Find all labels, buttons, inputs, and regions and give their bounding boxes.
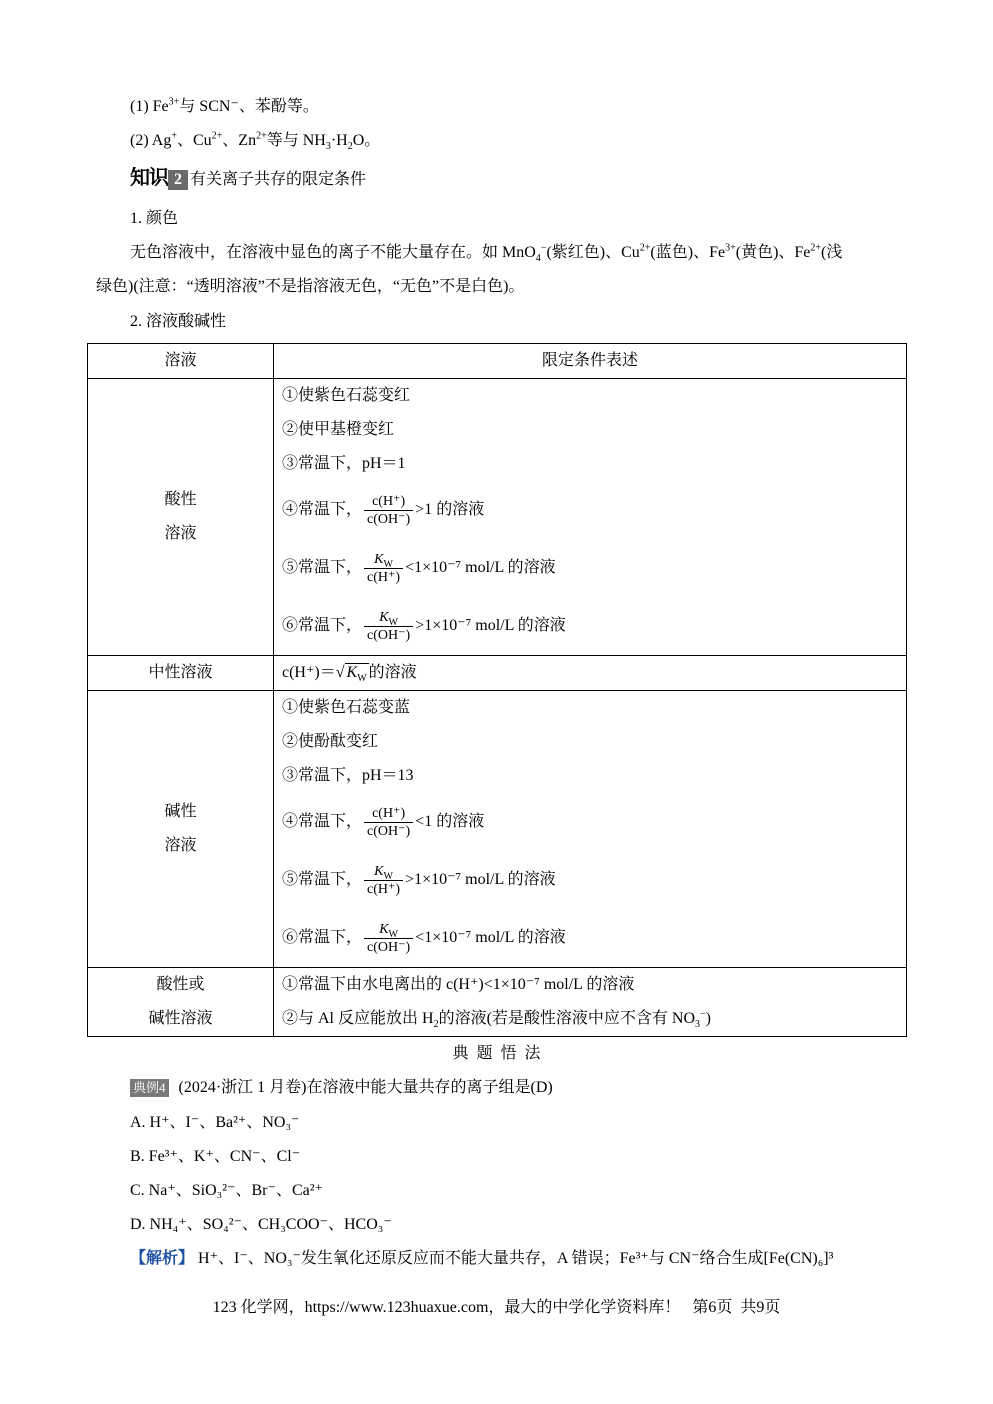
para-text: (紫红色)、Cu (546, 244, 640, 261)
fraction-denominator: c(OH⁻) (364, 938, 413, 956)
item-suffix: <1×10⁻⁷ mol/L 的溶液 (405, 559, 556, 576)
conditions-table (87, 343, 907, 1037)
item-text: ②与 Al 反应能放出 H (282, 1010, 434, 1027)
para-sup: − (540, 242, 547, 254)
acid-label-1: 酸性 (164, 491, 197, 508)
table-row-acid (88, 379, 907, 656)
kw-symbol: K (374, 863, 384, 879)
intro-text: O。 (352, 132, 381, 149)
table-header-col1: 溶液 (88, 344, 274, 379)
intro-text: 、Zn (222, 132, 257, 149)
section-badge-number: 2 (168, 170, 188, 190)
item-text: ) (705, 1010, 711, 1027)
section-badge-text: 知识 (130, 167, 168, 189)
acid-item-6 (282, 597, 898, 655)
intro-sub: 2 (347, 141, 353, 153)
option-c: C. Na⁺、SiO₃²⁻、Br⁻、Ca²⁺ (130, 1182, 323, 1199)
item-suffix: <1×10⁻⁷ mol/L 的溶液 (415, 929, 566, 946)
color-paragraph-line-1 (130, 242, 843, 265)
intro-line-1 (130, 97, 319, 116)
table-row-base (88, 691, 907, 968)
either-label-1: 酸性或 (156, 976, 205, 993)
para-sub: 4 (535, 253, 541, 265)
question-text: (2024·浙江 1 月卷)在溶液中能大量共存的离子组是(D) (178, 1079, 553, 1096)
acid-label (88, 379, 274, 656)
item-suffix: <1 的溶液 (415, 813, 485, 830)
kw-sub: W (357, 673, 367, 685)
base-item-2: ②使酚酞变红 (282, 733, 379, 750)
fraction-numerator: c(H⁺) (372, 805, 406, 821)
fraction-denominator: c(H⁺) (364, 880, 403, 898)
base-item-1: ①使紫色石蕊变蓝 (282, 699, 411, 716)
fraction-denominator: c(OH⁻) (364, 626, 413, 644)
either-conditions (274, 968, 907, 1037)
para-sup: 2+ (639, 242, 651, 254)
acid-item-5 (282, 539, 898, 597)
item-text: 的溶液(若是酸性溶液中应不含有 NO (438, 1010, 696, 1027)
neutral-expr-suffix: 的溶液 (368, 664, 417, 682)
color-heading: 1. 颜色 (130, 210, 179, 227)
base-label (88, 691, 274, 968)
intro-text: 与 SCN⁻、苯酚等。 (179, 98, 319, 115)
para-text: (浅 (821, 244, 843, 261)
table-row-either (88, 968, 907, 1037)
example-section-title: 典 题 悟 法 (452, 1045, 541, 1062)
analysis-label: 【解析】 (130, 1250, 195, 1267)
option-b: B. Fe³⁺、K⁺、CN⁻、Cl⁻ (130, 1148, 301, 1165)
item-prefix: ④常温下， (282, 501, 363, 518)
fraction-denominator: c(H⁺) (364, 568, 403, 586)
kw-symbol: K (374, 551, 384, 567)
item-sub: 2 (433, 1019, 439, 1031)
fraction (364, 551, 403, 586)
color-paragraph-line-2: 绿色)(注意：“透明溶液”不是指溶液无色，“无色”不是白色)。 (96, 278, 525, 295)
item-prefix: ⑥常温下， (282, 617, 363, 634)
kw-sub: W (383, 558, 393, 570)
acid-item-1: ①使紫色石蕊变红 (282, 387, 411, 404)
fraction-numerator (371, 863, 396, 880)
base-label-1: 碱性 (164, 803, 197, 820)
neutral-label: 中性溶液 (88, 656, 274, 691)
kw-sub: W (388, 616, 398, 628)
intro-sup: + (171, 130, 177, 142)
fraction-numerator: c(H⁺) (372, 493, 406, 509)
acid-conditions (274, 379, 907, 656)
intro-sup: 2+ (256, 130, 267, 142)
para-sup: 3+ (725, 242, 736, 254)
item-prefix: ⑤常温下， (282, 871, 363, 888)
kw-symbol: K (379, 609, 389, 625)
kw-sub: W (383, 870, 393, 882)
example-question (130, 1078, 553, 1097)
acidity-heading: 2. 溶液酸碱性 (130, 313, 227, 330)
fraction-numerator (371, 551, 396, 568)
section-title: 有关离子共存的限定条件 (190, 171, 367, 188)
para-sup: 2+ (810, 242, 822, 254)
page-footer: 123 化学网，https://www.123huaxue.com，最大的中学化学资料库！ 第6页 共9页 (212, 1299, 781, 1316)
table-header-row (88, 344, 907, 379)
item-sup: − (700, 1008, 706, 1020)
kw-symbol: K (379, 921, 389, 937)
analysis-text: H⁺、I⁻、NO₃⁻发生氧化还原反应而不能大量共存，A 错误；Fe³⁺与 CN⁻络合生成[Fe(CN)₆]³ (194, 1250, 834, 1267)
kw-symbol: K (346, 664, 358, 682)
section-heading (130, 166, 366, 190)
base-item-6 (282, 909, 898, 967)
item-suffix: >1 的溶液 (415, 501, 485, 518)
fraction (364, 493, 413, 528)
fraction (364, 805, 413, 840)
table-row-neutral (88, 656, 907, 691)
base-item-3: ③常温下，pH＝13 (282, 767, 414, 784)
acid-item-3: ③常温下，pH＝1 (282, 455, 406, 472)
either-item-2 (282, 1002, 898, 1036)
sqrt-sign: √ (335, 664, 345, 682)
item-suffix: >1×10⁻⁷ mol/L 的溶液 (405, 871, 556, 888)
fraction (364, 863, 403, 898)
base-item-4 (282, 793, 898, 851)
fraction-numerator (376, 921, 401, 938)
either-item-1: ①常温下由水电离出的 c(H⁺)<1×10⁻⁷ mol/L 的溶液 (282, 976, 635, 993)
base-item-5 (282, 851, 898, 909)
para-text: (黄色)、Fe (735, 244, 811, 261)
acid-item-4 (282, 481, 898, 539)
fraction (364, 921, 413, 956)
base-conditions (274, 691, 907, 968)
sqrt-content (345, 663, 369, 685)
acid-item-2: ②使甲基橙变红 (282, 421, 395, 438)
fraction-denominator: c(OH⁻) (364, 510, 413, 528)
option-d: D. NH₄⁺、SO₄²⁻、CH₃COO⁻、HCO₃⁻ (130, 1216, 392, 1233)
fraction-numerator (376, 609, 401, 626)
item-suffix: >1×10⁻⁷ mol/L 的溶液 (415, 617, 566, 634)
base-label-2: 溶液 (164, 837, 197, 854)
fraction (364, 609, 413, 644)
analysis-line (130, 1249, 833, 1268)
intro-text: (2) Ag (130, 132, 172, 149)
intro-text: ·H (330, 132, 348, 149)
table-header-col2: 限定条件表述 (274, 344, 907, 379)
acid-label-2: 溶液 (164, 525, 197, 542)
intro-text: 等与 NH (266, 132, 326, 149)
neutral-expr-prefix: c(H⁺)＝ (282, 664, 336, 682)
option-a: A. H⁺、I⁻、Ba²⁺、NO₃⁻ (130, 1114, 300, 1131)
intro-line-2 (130, 130, 381, 153)
example-badge: 典例4 (130, 1079, 169, 1097)
para-text: 无色溶液中，在溶液中显色的离子不能大量存在。如 MnO (130, 244, 536, 261)
item-prefix: ⑤常温下， (282, 559, 363, 576)
intro-sup: 2+ (211, 130, 223, 142)
either-label (88, 968, 274, 1037)
item-prefix: ⑥常温下， (282, 929, 363, 946)
para-text: (蓝色)、Fe (650, 244, 726, 261)
item-sub: 3 (695, 1019, 701, 1031)
fraction-denominator: c(OH⁻) (364, 822, 413, 840)
either-label-2: 碱性溶液 (148, 1010, 213, 1027)
neutral-condition (274, 656, 907, 691)
intro-text: (1) Fe (130, 98, 169, 115)
intro-text: 、Cu (176, 132, 212, 149)
item-prefix: ④常温下， (282, 813, 363, 830)
kw-sub: W (388, 928, 398, 940)
intro-sub: 3 (325, 141, 331, 153)
intro-sup: 3+ (168, 96, 180, 108)
